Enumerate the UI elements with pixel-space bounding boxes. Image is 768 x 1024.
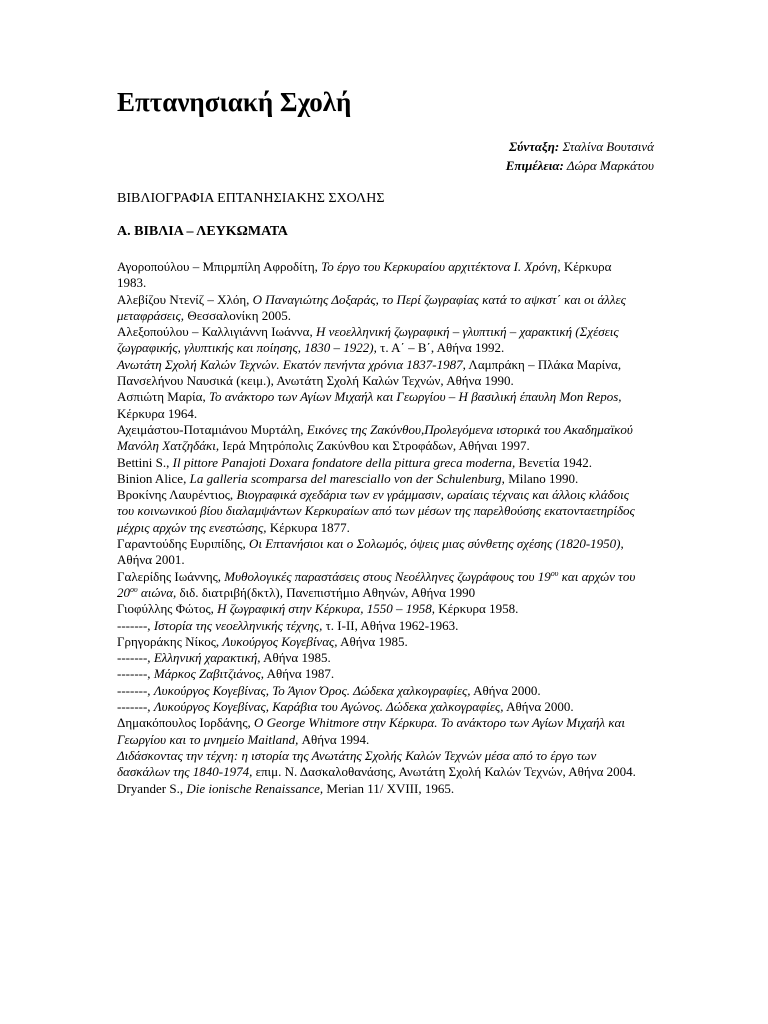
- entry-author: Αχειμάστου-Ποταμιάνου Μυρτάλη,: [117, 421, 307, 437]
- subsection-heading: Α. ΒΙΒΛΙΑ – ΛΕΥΚΩΜΑΤΑ: [117, 224, 288, 239]
- entry-title: Η νεοελληνική ζωγραφική – γλυπτική – χαρακτική (Σχέσεις ζωγραφικής, γλυπτικής και ποίησης, 1830 – 1922),: [117, 324, 619, 356]
- section-heading: ΒΙΒΛΙΟΓΡΑΦΙΑ ΕΠΤΑΝΗΣΙΑΚΗΣ ΣΧΟΛΗΣ: [117, 191, 385, 206]
- bibliography-entry: [117, 471, 637, 487]
- entry-title: Εικόνες της Ζακύνθου,Προλεγόμενα ιστορικά του Ακαδημαϊκού Μανόλη Χατζηδάκι,: [117, 421, 633, 454]
- bibliography-entry: [117, 748, 637, 781]
- entry-publication: Βενετία 1942.: [515, 454, 593, 470]
- entry-publication: Ιερά Μητρόπολις Ζακύνθου και Στροφάδων, Αθήναι 1997.: [219, 438, 530, 454]
- entry-publication: Merian 11/ XVIII, 1965.: [323, 780, 455, 796]
- bibliography-entry: [117, 715, 637, 748]
- bibliography-entry: [117, 455, 637, 471]
- entry-author: -------,: [117, 666, 154, 682]
- entry-title: Λυκούργος Κογεβίνας,: [222, 633, 338, 649]
- entry-title: Ιστορία της νεοελληνικής τέχνης,: [153, 617, 323, 633]
- bibliography-list: [117, 259, 637, 797]
- entry-author: Bettini S.,: [117, 454, 173, 470]
- entry-author: -------,: [117, 682, 154, 698]
- entry-publication: Θεσσαλονίκη 2005.: [184, 307, 292, 323]
- entry-publication: Αθήνα 1994.: [298, 731, 370, 747]
- entry-publication: Milano 1990.: [504, 470, 579, 486]
- entry-title: Ο George Whitmore στην Κέρκυρα. Το ανάκτορο των Αγίων Μιχαήλ και Γεωργίου και το μνημείο Maitland,: [117, 715, 625, 747]
- entry-title: Οι Επτανήσιοι και ο Σολωμός, όψεις μιας σύνθετης σχέσης (1820-1950),: [248, 536, 624, 552]
- entry-publication: Αθήνα 2000.: [503, 699, 574, 715]
- entry-publication: Κέρκυρα 1964.: [117, 405, 198, 421]
- entry-author: Binion Alice,: [117, 470, 190, 486]
- entry-title: Il pittore Panajoti Doxara fondatore della pittura greca moderna,: [172, 454, 516, 470]
- bibliography-entry: [117, 650, 637, 666]
- bibliography-entry: [117, 292, 637, 325]
- bibliography-entry: [117, 666, 637, 682]
- entry-title: Το έργο του Κερκυραίου αρχιτέκτονα Ι. Χρόνη,: [321, 259, 561, 274]
- entry-title: Μάρκος Ζαβιτζιάνος,: [153, 666, 265, 682]
- bibliography-entry: [117, 601, 637, 617]
- entry-title: Βιογραφικά σχεδάρια των εν γράμμασιν, ωραίαις τέχναις και άλλοις κλάδοις του κοινωνικού βίου διαλαμψάντων Κερκυραίων από των μέσων της παρελθούσης εκατονταετηρίδος μέχρις αρχών της ενεστώσης,: [117, 487, 635, 535]
- bibliography-entry: [117, 259, 637, 292]
- entry-title: Λυκούργος Κογεβίνας, Καράβια του Αγώνος. Δώδεκα χαλκογραφίες,: [153, 699, 504, 715]
- entry-author: Γαραντούδης Ευριπίδης,: [117, 536, 249, 552]
- entry-title: Διδάσκοντας την τέχνη: η ιστορία της Ανωτάτης Σχολής Καλών Τεχνών μέσα από το έργο των δασκάλων της 1840-1974,: [117, 747, 597, 780]
- document-title: Επτανησιακή Σχολή: [117, 87, 352, 117]
- bibliography-entry: [117, 634, 637, 650]
- credit-line: [506, 137, 654, 156]
- entry-author: Γιοφύλλης Φώτος,: [117, 601, 218, 617]
- entry-publication: Κέρκυρα 1877.: [266, 519, 350, 535]
- entry-publication: τ. Α΄ – Β΄, Αθήνα 1992.: [376, 340, 505, 356]
- bibliography-entry: [117, 422, 637, 455]
- entry-publication: διδ. διατριβή(δκτλ), Πανεπιστήμιο Αθηνών, Αθήνα 1990: [176, 584, 476, 600]
- bibliography-entry: [117, 699, 637, 715]
- entry-publication: επιμ. Ν. Δασκαλοθανάσης, Ανωτάτη Σχολή Καλών Τεχνών, Αθήνα 2004.: [252, 764, 636, 780]
- entry-title: Η ζωγραφική στην Κέρκυρα, 1550 – 1958,: [217, 601, 435, 617]
- entry-superscript: ου: [130, 584, 138, 594]
- entry-title: αιώνα,: [137, 584, 177, 600]
- bibliography-entry: [117, 324, 637, 357]
- entry-author: Αγοροπούλου – Μπιρμπίλη Αφροδίτη,: [117, 259, 322, 274]
- entry-publication: τ. Ι-ΙΙ, Αθήνα 1962-1963.: [322, 617, 459, 633]
- entry-publication: Αθήνα 1987.: [264, 666, 335, 682]
- entry-publication: Κέρκυρα 1983.: [117, 259, 612, 291]
- entry-publication: Κέρκυρα 1958.: [434, 601, 519, 617]
- entry-superscript: ου: [550, 568, 559, 578]
- entry-title: Λυκούργος Κογεβίνας, Το Άγιον Όρος. Δώδεκα χαλκογραφίες,: [153, 682, 471, 698]
- entry-author: Dryander S.,: [117, 780, 187, 796]
- entry-author: Δημακόπουλος Ιορδάνης,: [117, 715, 254, 731]
- entry-title: Die ionische Renaissance,: [186, 780, 324, 796]
- entry-author: Αλεβίζου Ντενίζ – Χλόη,: [117, 291, 253, 307]
- entry-title: Ανωτάτη Σχολή Καλών Τεχνών. Εκατόν πενήντα χρόνια 1837-1987,: [117, 356, 466, 372]
- entry-author: Αλεξοπούλου – Καλλιγιάννη Ιωάννα,: [117, 324, 316, 340]
- credit-label: Επιμέλεια:: [505, 158, 564, 173]
- credit-label: Σύνταξη:: [508, 139, 560, 154]
- bibliography-entry: [117, 487, 637, 536]
- bibliography-entry: [117, 618, 637, 634]
- entry-publication: Αθήνα 2001.: [117, 552, 185, 568]
- entry-author: Γαλερίδης Ιωάννης,: [117, 568, 225, 584]
- credit-line: [506, 156, 654, 175]
- bibliography-entry: [117, 357, 637, 390]
- entry-author: -------,: [117, 650, 154, 666]
- credit-value: Σταλίνα Βουτσινά: [562, 139, 654, 154]
- bibliography-entry: [117, 536, 637, 569]
- entry-title: La galleria scomparsa del maresciallo von der Schulenburg,: [189, 470, 505, 486]
- entry-title: Μυθολογικές παραστάσεις στους Νεοέλληνες ζωγράφους του 19: [224, 568, 551, 584]
- entry-publication: Αθήνα 1985.: [337, 633, 408, 649]
- entry-title: Το ανάκτορο των Αγίων Μιχαήλ και Γεωργίου – Η βασιλική έπαυλη Mon Repos,: [208, 389, 622, 405]
- entry-publication: Λαμπράκη – Πλάκα Μαρίνα, Πανσελήνου Ναυσικά (κειμ.), Ανωτάτη Σχολή Καλών Τεχνών, Αθήνα 1990.: [117, 356, 622, 389]
- entry-author: Γρηγοράκης Νίκος,: [117, 633, 223, 649]
- bibliography-entry: [117, 569, 637, 602]
- bibliography-entry: [117, 389, 637, 422]
- bibliography-entry: [117, 781, 637, 797]
- entry-publication: Αθήνα 1985.: [260, 650, 331, 666]
- bibliography-entry: [117, 683, 637, 699]
- entry-title: Ο Παναγιώτης Δοξαράς, το Περί ζωγραφίας κατά το αψκστ΄ και οι άλλες μεταφράσεις,: [117, 291, 626, 323]
- entry-author: -------,: [117, 699, 154, 715]
- entry-author: Ασπιώτη Μαρία,: [117, 389, 209, 405]
- credit-value: Δώρα Μαρκάτου: [566, 158, 654, 173]
- entry-author: Βροκίνης Λαυρέντιος,: [117, 487, 237, 503]
- entry-author: -------,: [117, 617, 154, 633]
- entry-title: Ελληνική χαρακτική,: [153, 650, 261, 666]
- entry-title: και αρχών του 20: [117, 568, 636, 600]
- credits-block: [506, 137, 654, 175]
- entry-publication: Αθήνα 2000.: [470, 682, 541, 698]
